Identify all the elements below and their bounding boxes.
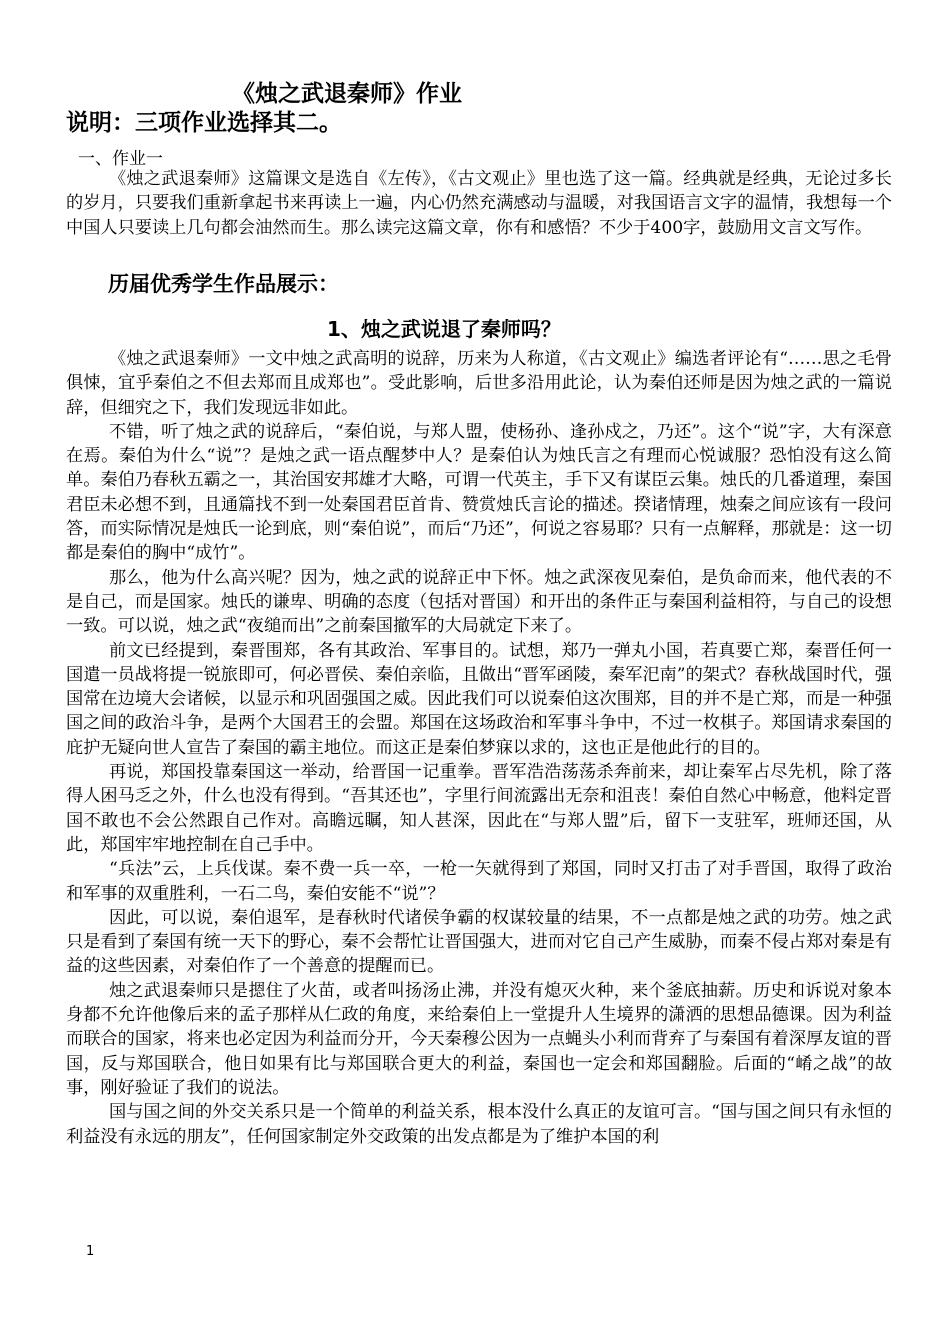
essay-paragraph: 国与国之间的外交关系只是一个简单的利益关系，根本没什么真正的友谊可言。“国与国之间只有永恒的利益没有永远的朋友”，任何国家制定外交政策的出发点都是为了维护本国的利 — [66, 1102, 892, 1147]
essay-paragraph: 因此，可以说，秦伯退军，是春秋时代诸侯争霸的权谋较量的结果，不一点都是烛之武的功劳。烛之武只是看到了秦国有统一天下的野心，秦不会帮忙让晋国强大，进而对它自己产生威胁，而秦不侵占郑对秦是有益的这些因素，对秦伯作了一个善意的提醒而已。 — [66, 907, 892, 977]
document-title: 《烛之武退秦师》作业 — [232, 81, 462, 107]
intro-block — [66, 167, 892, 240]
intro-paragraph: 《烛之武退秦师》这篇课文是选自《左传》，《古文观止》里也选了这一篇。经典就是经典，无论过多长的岁月，只要我们重新拿起书来再读上一遍，内心仍然充满感动与温暖，对我国语言文字的温情，我想每一个中国人只要读上几句都会油然而生。那么读完这篇文章，你有和感悟？不少于400字，鼓励用文言文写作。 — [66, 169, 892, 238]
essay-title: 1、烛之武说退了秦师吗？ — [327, 317, 561, 341]
showcase-heading: 历届优秀学生作品展示： — [108, 272, 339, 296]
essay-paragraph: 再说，郑国投靠秦国这一举动，给晋国一记重拳。晋军浩浩荡荡杀奔前来，却让秦军占尽先机，除了落得人困马乏之外，什么也没有得到。“吾其还也”，字里行间流露出无奈和沮丧！秦伯自然心中畅意，他料定晋国不敢也不会公然跟自己作对。高瞻远瞩，知人甚深，因此在“与郑人盟”后，留下一支驻军，班师还国，从此，郑国牢牢地控制在自己手中。 — [66, 762, 892, 855]
section-heading: 一、作业一 — [78, 149, 163, 169]
page-number: 1 — [86, 1244, 95, 1259]
essay-paragraph: 那么，他为什么高兴呢？因为，烛之武的说辞正中下怀。烛之武深夜见秦伯，是负命而来，他代表的不是自己，而是国家。烛氏的谦卑、明确的态度（包括对晋国）和开出的条件正与秦国利益相符，与自己的设想一致。可以说，烛之武“夜缒而出”之前秦国撤军的大局就定下来了。 — [66, 567, 892, 637]
essay-body — [66, 347, 892, 1149]
assignment-note: 说明：三项作业选择其二。 — [66, 110, 342, 136]
essay-paragraph: “兵法”云，上兵伐谋。秦不费一兵一卒，一枪一矢就得到了郑国，同时又打击了对手晋国，取得了政治和军事的双重胜利，一石二鸟，秦伯安能不“说”？ — [66, 859, 892, 904]
essay-paragraph: 《烛之武退秦师》一文中烛之武高明的说辞，历来为人称道，《古文观止》编选者评论有“……思之毛骨俱悚，宜乎秦伯之不但去郑而且成郑也”。受此影响，后世多沿用此论，认为秦伯还师是因为烛之武的一篇说辞，但细究之下，我们发现远非如此。 — [66, 349, 892, 418]
essay-paragraph: 烛之武退秦师只是摁住了火苗，或者叫扬汤止沸，并没有熄灭火种，来个釜底抽薪。历史和诉说对象本身都不允许他像后来的孟子那样从仁政的角度，来给秦伯上一堂提升人生境界的潇洒的思想品德课。因为利益而联合的国家，将来也必定因为利益而分开，今天秦穆公因为一点蝇头小利而背弃了与秦国有着深厚友谊的晋国，反与郑国联合，他日如果有比与郑国联合更大的利益，秦国也一定会和郑国翻脸。后面的“崤之战”的故事，刚好验证了我们的说法。 — [66, 980, 892, 1098]
essay-paragraph: 前文已经提到，秦晋围郑，各有其政治、军事目的。试想，郑乃一弹丸小国，若真要亡郑，秦晋任何一国遣一员战将提一锐旅即可，何必晋侯、秦伯亲临，且做出“晋军函陵，秦军汜南”的架式？春秋战国时代，强国常在边境大会诸候，以显示和巩固强国之威。因此我们可以说秦伯这次围郑，目的并不是亡郑，而是一种强国之间的政治斗争，是两个大国君王的会盟。郑国在这场政治和军事斗争中，不过一枚棋子。郑国请求秦国的庇护无疑向世人宣告了秦国的霸主地位。而这正是秦伯梦寐以求的，这也正是他此行的目的。 — [66, 640, 892, 758]
essay-paragraph: 不错，听了烛之武的说辞后，“秦伯说，与郑人盟，使杨孙、逢孙戍之，乃还”。这个“说”字，大有深意在焉。秦伯为什么“说”？是烛之武一语点醒梦中人？是秦伯认为烛氏言之有理而心悦诚服？恐怕没有这么简单。秦伯乃春秋五霸之一，其治国安邦雄才大略，可谓一代英主，手下又有谋臣云集。烛氏的几番道理，秦国君臣未必想不到，且通篇找不到一处秦国君臣首肯、赞赏烛氏言论的描述。揆诸情理，烛秦之间应该有一段问答，而实际情况是烛氏一论到底，则“秦伯说”，而后“乃还”，何说之容易耶？只有一点解释，那就是：这一切都是秦伯的胸中“成竹”。 — [66, 421, 892, 564]
